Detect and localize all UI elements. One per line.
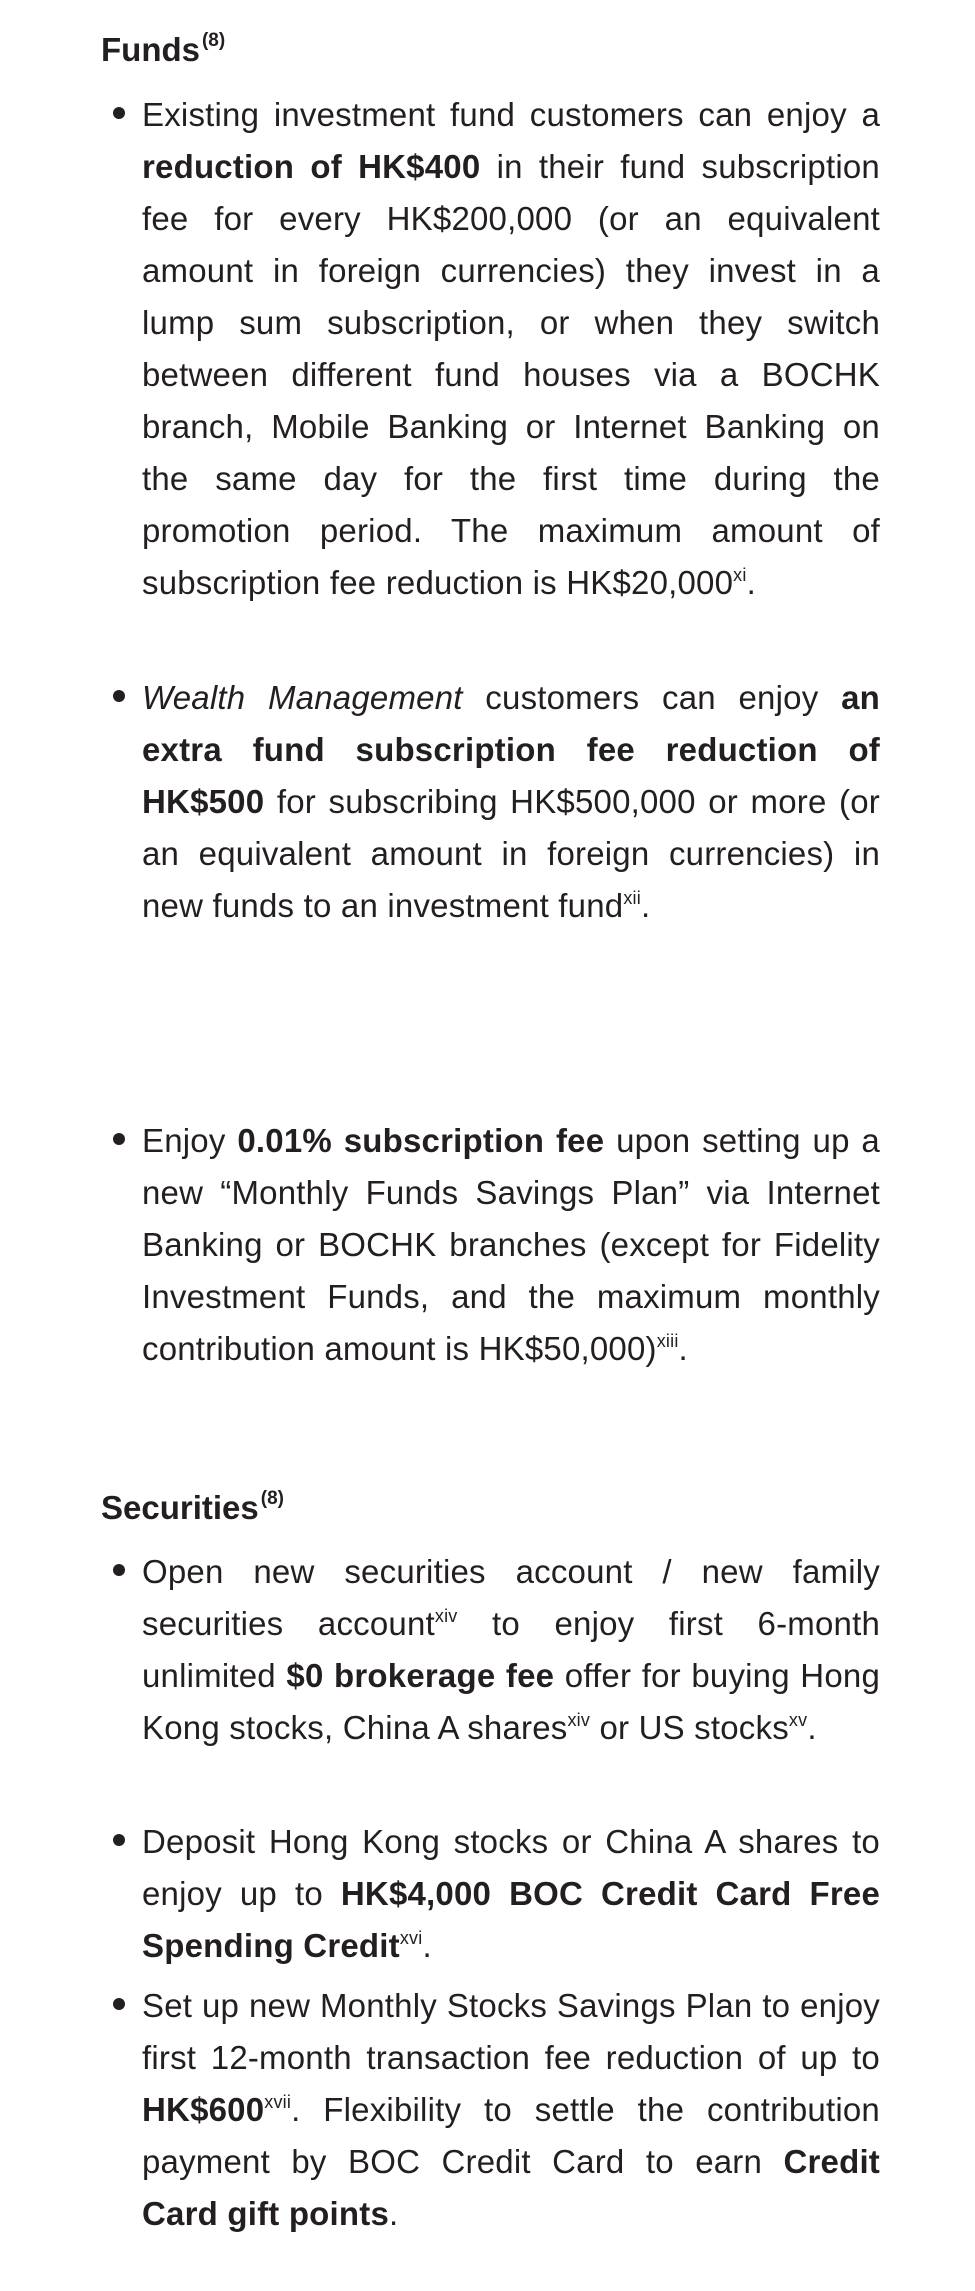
text-segment: .: [422, 1927, 432, 1964]
text-segment: or US stocks: [590, 1709, 789, 1746]
text-segment: .: [807, 1709, 817, 1746]
securities-heading: [101, 1488, 284, 1528]
funds-list-item: [113, 1115, 880, 1375]
bold-segment: Credit Card gift points: [142, 2143, 880, 2232]
funds-heading-note: (8): [201, 30, 226, 51]
securities-list-item: [113, 1546, 880, 1754]
securities-item-text: [142, 1546, 880, 1754]
footnote-ref: xiv: [434, 1606, 458, 1626]
text-segment: to enjoy first 6-month unlimited: [142, 1605, 881, 1694]
italic-segment: Wealth Management: [142, 679, 463, 716]
text-segment: Enjoy: [142, 1122, 238, 1159]
footnote-ref: xvi: [399, 1928, 423, 1948]
funds-list-item: [113, 672, 880, 932]
bold-segment: an extra fund subscription fee reduction of HK$500: [142, 679, 880, 820]
footnote-ref: xiii: [656, 1331, 679, 1351]
footnote-ref: xvii: [264, 2092, 292, 2112]
footnote-ref: xii: [623, 888, 641, 908]
text-segment: offer for buying Hong Kong stocks, China A shares: [142, 1657, 880, 1746]
bullet-icon: [113, 1980, 142, 2240]
funds-list-item: [113, 89, 880, 609]
text-segment: for subscribing HK$500,000 or more (or an equivalent amount in foreign currencies) in new funds to an investment fund: [142, 783, 880, 924]
funds-item-text: [142, 1115, 880, 1375]
text-segment: Set up new Monthly Stocks Savings Plan to enjoy first 12-month transaction fee reduction of up to: [142, 1987, 880, 2076]
bullet-icon: [113, 1115, 142, 1375]
funds-item-text: [142, 672, 880, 932]
footnote-ref: xiv: [567, 1710, 591, 1730]
securities-item-text: [142, 1816, 880, 1972]
funds-item-text: [142, 89, 880, 609]
text-segment: .: [640, 887, 651, 924]
text-segment: Open new securities account / new family securities account: [142, 1553, 880, 1642]
text-segment: .: [746, 564, 756, 601]
bullet-icon: [113, 672, 142, 932]
securities-list-item: [113, 1816, 880, 1972]
securities-heading-note: (8): [260, 1488, 284, 1509]
text-segment: Deposit Hong Kong stocks or China A shares to enjoy up to: [142, 1823, 880, 1912]
footnote-ref: xv: [788, 1710, 808, 1730]
bold-segment: reduction of HK$400: [142, 148, 481, 185]
bullet-icon: [113, 1816, 142, 1972]
securities-item-text: [142, 1980, 880, 2240]
text-segment: in their fund subscription fee for every HK$200,000 (or an equivalent amount in foreign currencies) they invest in a lump sum subscription, or when they switch between different fund houses via a BOCHK branch, Mobile Banking or Internet Banking on the same day for the first time during the promotion period. The maximum amount of subscription fee reduction is HK$20,000: [142, 148, 880, 601]
funds-heading: [101, 30, 225, 70]
bold-segment: $0 brokerage fee: [286, 1657, 555, 1694]
text-segment: . Flexibility to settle the contribution payment by BOC Credit Card to earn: [142, 2091, 880, 2180]
text-segment: Existing investment fund customers can enjoy a: [142, 96, 880, 133]
bold-segment: HK$4,000 BOC Credit Card Free Spending Credit: [142, 1875, 880, 1964]
funds-heading-text: Funds: [101, 31, 200, 68]
bold-segment: 0.01% subscription fee: [237, 1122, 605, 1159]
text-segment: upon setting up a new “Monthly Funds Savings Plan” via Internet Banking or BOCHK branches (except for Fidelity Investment Funds, and the maximum monthly contribution amount is HK$50,000): [142, 1122, 880, 1367]
securities-list-item: [113, 1980, 880, 2240]
text-segment: customers can enjoy: [462, 679, 842, 716]
text-segment: .: [389, 2195, 399, 2232]
footnote-ref: xi: [733, 565, 747, 585]
bullet-icon: [113, 89, 142, 609]
securities-heading-text: Securities: [101, 1489, 259, 1526]
bold-segment: HK$600: [142, 2091, 265, 2128]
text-segment: .: [678, 1330, 688, 1367]
bullet-icon: [113, 1546, 142, 1754]
